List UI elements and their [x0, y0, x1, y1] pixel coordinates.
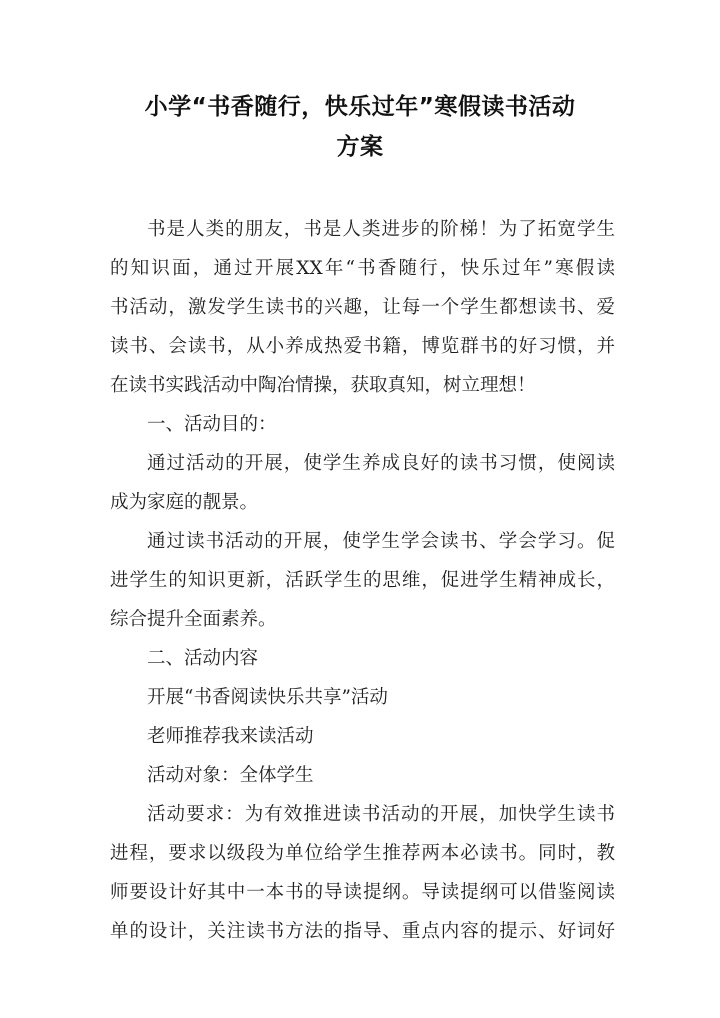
- document-title-line-2: 方案: [336, 134, 384, 160]
- body-line: 老师推荐我来读活动: [147, 726, 314, 747]
- body-line: 通过活动的开展，使学生养成良好的读书习惯，使阅读: [147, 453, 615, 474]
- body-line: 的知识面，通过开展XX年“书香随行，快乐过年”寒假读: [110, 258, 615, 279]
- body-line: 书是人类的朋友，书是人类进步的阶梯！为了拓宽学生: [147, 219, 615, 240]
- body-line: 读书、会读书，从小养成热爱书籍，博览群书的好习惯，并: [110, 336, 615, 357]
- section-heading: 一、活动目的：: [147, 414, 277, 435]
- body-line: 在读书实践活动中陶冶情操，获取真知，树立理想！: [110, 375, 536, 396]
- body-line: 活动要求：为有效推进读书活动的开展，加快学生读书: [147, 804, 615, 825]
- body-line: 成为家庭的靓景。: [110, 492, 259, 513]
- body-line: 单的设计，关注读书方法的指导、重点内容的提示、好词好: [110, 921, 615, 942]
- document-title-line-1: 小学“书香随行，快乐过年”寒假读书活动: [144, 94, 576, 120]
- body-line: 活动对象：全体学生: [147, 765, 314, 786]
- section-heading: 二、活动内容: [147, 648, 259, 669]
- body-line: 开展“书香阅读快乐共享”活动: [147, 687, 388, 708]
- body-line: 师要设计好其中一本书的导读提纲。导读提纲可以借鉴阅读: [110, 882, 615, 903]
- body-line: 书活动，激发学生读书的兴趣，让每一个学生都想读书、爱: [110, 297, 615, 318]
- body-line: 进程，要求以级段为单位给学生推荐两本必读书。同时，教: [110, 843, 615, 864]
- body-line: 进学生的知识更新，活跃学生的思维，促进学生精神成长，: [110, 570, 615, 591]
- body-line: 通过读书活动的开展，使学生学会读书、学会学习。促: [147, 531, 615, 552]
- body-line: 综合提升全面素养。: [110, 609, 277, 630]
